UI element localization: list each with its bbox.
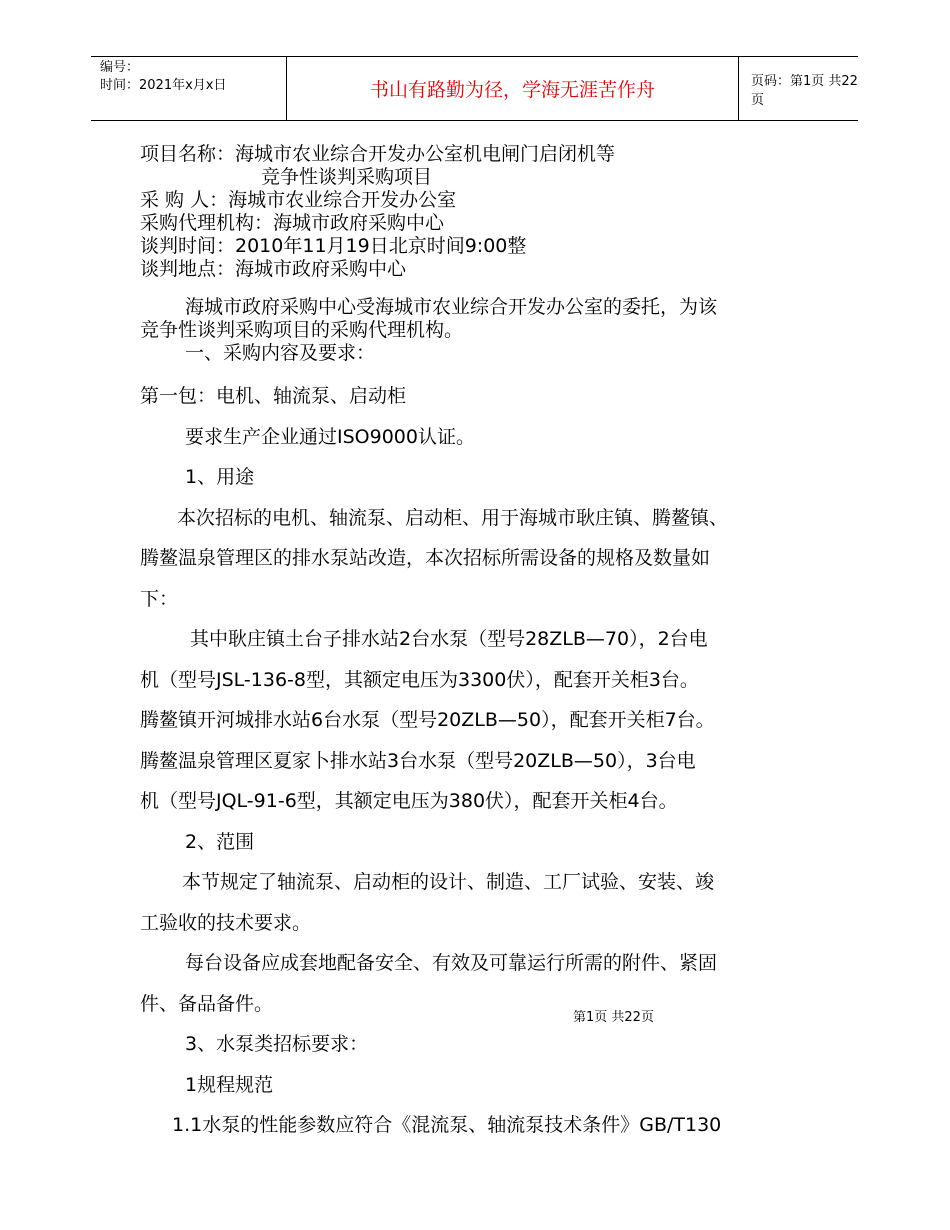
section1-heading: 一、采购内容及要求： — [185, 342, 376, 364]
footer-page-number: 第1页 共22页 — [573, 1010, 654, 1025]
intro-line1: 海城市政府采购中心受海城市农业综合开发办公室的委托，为该 — [185, 296, 718, 318]
usage-heading: 1、用途 — [185, 466, 255, 488]
equipment-line1: 每台设备应成套地配备安全、有效及可靠运行所需的附件、紧固 — [185, 952, 718, 974]
header-page-info: 页码：第1页 共22页 — [751, 73, 858, 108]
scope-line1: 本节规定了轴流泵、启动柜的设计、制造、工厂试验、安装、竣 — [182, 871, 715, 893]
header-motto: 书山有路勤为径，学海无涯苦作舟 — [287, 57, 739, 120]
project-name-line2: 竞争性谈判采购项目 — [261, 166, 433, 188]
iso-requirement: 要求生产企业通过ISO9000认证。 — [185, 425, 475, 448]
document-time-label: 时间：2021年x月x日 — [100, 78, 227, 93]
purchaser-line: 采 购 人：海城市农业综合开发办公室 — [140, 189, 457, 211]
detail-line4: 腾鳌温泉管理区夏家卜排水站3台水泵（型号20ZLB—50），3台电 — [140, 749, 696, 772]
equipment-line2: 件、备品备件。 — [140, 992, 274, 1015]
rules-heading: 1规程规范 — [185, 1073, 274, 1096]
package1-heading: 第一包：电机、轴流泵、启动柜 — [140, 385, 407, 407]
intro-line2: 竞争性谈判采购项目的采购代理机构。 — [140, 319, 464, 341]
detail-line2: 机（型号JSL-136-8型，其额定电压为3300伏），配套开关柜3台。 — [140, 668, 699, 691]
body-content — [140, 376, 820, 1146]
scope-line2: 工验收的技术要求。 — [140, 911, 312, 934]
usage-line1: 本次招标的电机、轴流泵、启动柜、用于海城市耿庄镇、腾鳌镇、 — [177, 506, 729, 529]
negotiation-place-line: 谈判地点：海城市政府采购中心 — [140, 258, 407, 280]
header-left-cell — [91, 57, 287, 120]
document-number-label: 编号： — [100, 60, 140, 75]
rules-line1: 1.1水泵的性能参数应符合《混流泵、轴流泵技术条件》GB/T130 — [172, 1114, 722, 1136]
intro-paragraph — [140, 296, 820, 365]
detail-line5: 机（型号JQL-91-6型，其额定电压为380伏），配套开关柜4台。 — [140, 790, 678, 812]
usage-line3: 下： — [140, 587, 179, 610]
usage-line2: 腾鳌温泉管理区的排水泵站改造，本次招标所需设备的规格及数量如 — [140, 547, 711, 569]
detail-line3: 腾鳌镇开河城排水站6台水泵（型号20ZLB—50），配套开关柜7台。 — [140, 709, 715, 731]
project-meta — [140, 143, 615, 281]
scope-heading: 2、范围 — [185, 830, 255, 853]
detail-line1: 其中耿庄镇土台子排水站2台水泵（型号28ZLB—70），2台电 — [190, 628, 708, 650]
agency-line: 采购代理机构：海城市政府采购中心 — [140, 212, 445, 234]
project-name-line1: 项目名称：海城市农业综合开发办公室机电闸门启闭机等 — [140, 143, 616, 165]
page-header — [91, 56, 858, 121]
pump-requirements-heading: 3、水泵类招标要求： — [185, 1033, 369, 1055]
negotiation-time-line: 谈判时间：2010年11月19日北京时间9:00整 — [140, 235, 527, 257]
